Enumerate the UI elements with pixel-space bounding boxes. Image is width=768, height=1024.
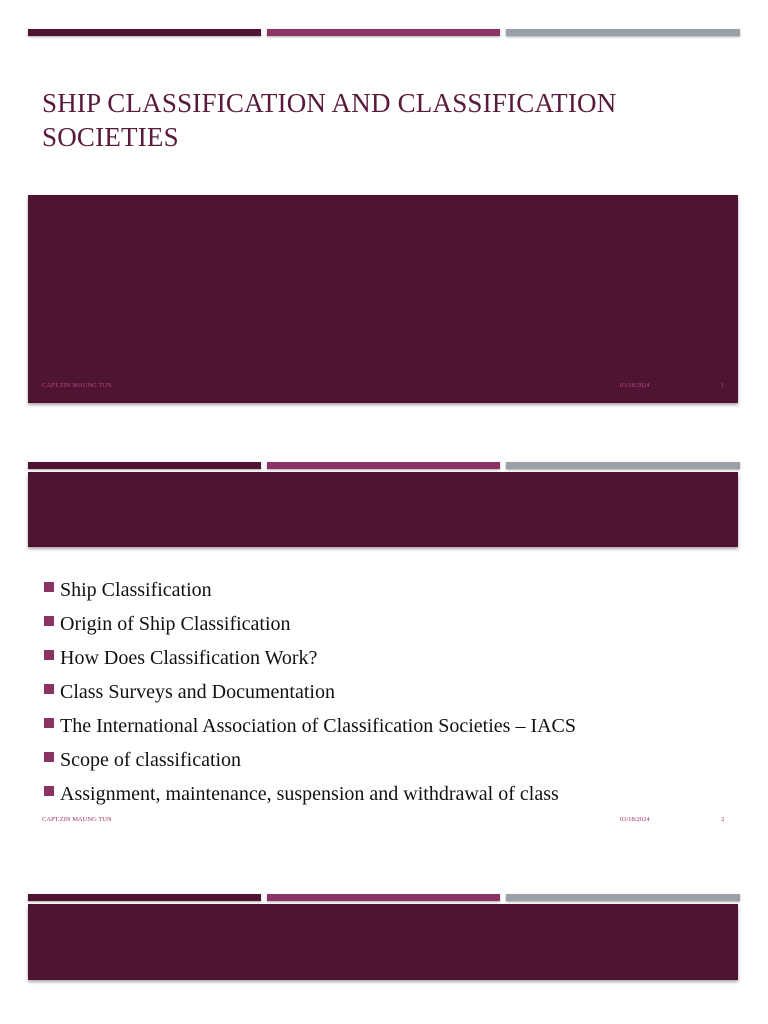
square-bullet-icon	[44, 718, 54, 728]
square-bullet-icon	[44, 650, 54, 660]
list-item: How Does Classification Work?	[44, 641, 734, 675]
list-item: The International Association of Classification Societies – IACS	[44, 709, 734, 743]
slide-title: SHIP CLASSIFICATION AND CLASSIFICATION SOCIETIES	[42, 88, 617, 152]
top-stripe-mid	[267, 894, 500, 901]
footer-page-number: 1	[721, 382, 725, 389]
top-stripe-grey	[506, 894, 740, 901]
list-item: Origin of Ship Classification	[44, 607, 734, 641]
footer-page-number: 2	[721, 816, 725, 823]
header-panel	[28, 904, 738, 980]
top-stripe-grey	[506, 29, 740, 36]
footer-date: 03/18/2024	[620, 382, 650, 389]
square-bullet-icon	[44, 752, 54, 762]
footer-author: CAPT.ZIN MAUNG TUN	[42, 816, 112, 823]
square-bullet-icon	[44, 684, 54, 694]
header-panel	[28, 472, 738, 547]
square-bullet-icon	[44, 786, 54, 796]
footer-author: CAPT.ZIN MAUNG TUN	[42, 382, 112, 389]
square-bullet-icon	[44, 616, 54, 626]
footer-date: 03/18/2024	[620, 816, 650, 823]
list-item: Scope of classification	[44, 743, 734, 777]
top-stripe-mid	[267, 29, 500, 36]
top-stripe-mid	[267, 462, 500, 469]
list-item: Class Surveys and Documentation	[44, 675, 734, 709]
list-item: Assignment, maintenance, suspension and withdrawal of class	[44, 777, 734, 811]
square-bullet-icon	[44, 582, 54, 592]
top-stripe-dark	[28, 462, 261, 469]
agenda-list	[44, 573, 734, 811]
title-panel	[28, 195, 738, 403]
top-stripe-dark	[28, 894, 261, 901]
list-item: Ship Classification	[44, 573, 734, 607]
top-stripe-grey	[506, 462, 740, 469]
top-stripe-dark	[28, 29, 261, 36]
